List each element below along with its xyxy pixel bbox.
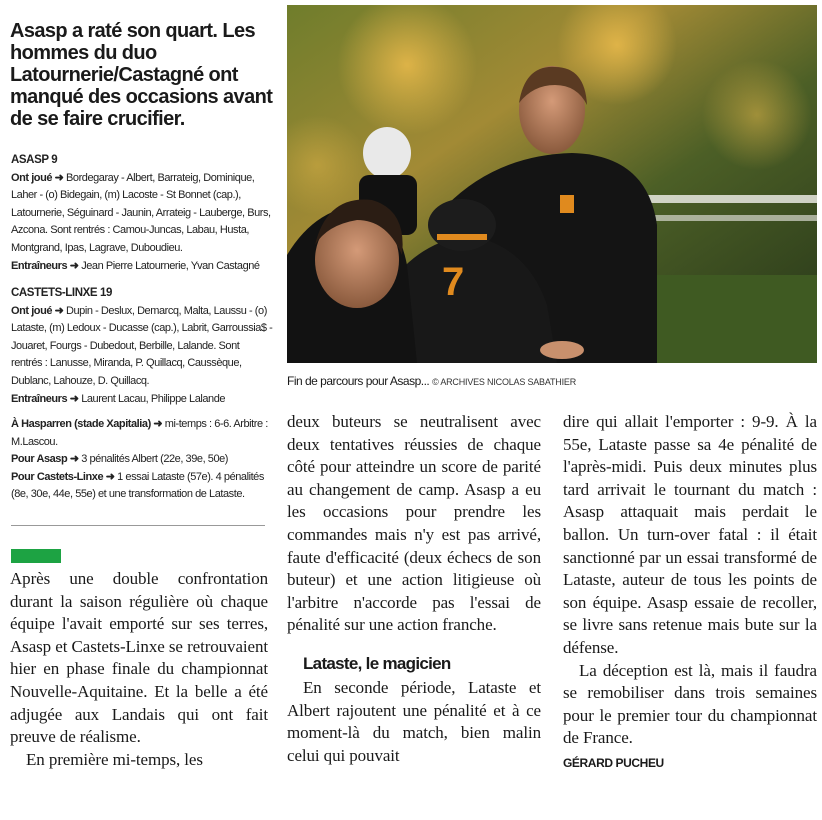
team-a-lineup [11, 152, 273, 275]
arrow-icon: ➜ [69, 453, 79, 466]
match-venue [11, 416, 273, 451]
coaches-label: Entraîneurs [11, 259, 68, 272]
article-paragraph: La déception est là, mais il faudra se remobiliser dans trois semaines pour le premier tour du championnat de France. [563, 660, 817, 748]
article-column-1 [10, 568, 268, 771]
played-label: Ont joué [11, 171, 53, 184]
team-b-players-text: Dupin - Deslux, Demarcq, Malta, Laussu - (o) Lataste, (m) Ledoux - Ducasse (cap.), Labrit, Garroussia$ - Jouaret, Fourgs - Dubedout, Berbille, Lalande. Sont rentrés : Lanusse, Miranda, P. Quillacq, Caussèque, Dublanc, Lahouze, D. Quillacq. [11, 304, 273, 387]
photo-caption [287, 374, 817, 388]
section-marker [11, 549, 61, 563]
article-paragraph-continued: dire qui allait l'emporter : 9-9. À la 55e, Lataste passe sa 4e pénalité de l'après-midi. Puis deux minutes plus tard arrivait le tournant du match : Asasp attaquait mais perdait le ballon. Un turn-over fatal : il était sanctionné par un essai transformé de Lataste, auteur de tous les points de son équipe. Asasp essaie de recoller, se livre sans retenue mais bute sur la défense. [563, 412, 817, 657]
rugby-players-image [287, 5, 817, 363]
team-b-players [11, 303, 273, 391]
castets-label: Pour Castets-Linxe [11, 470, 104, 483]
team-a-coaches-text: Jean Pierre Latournerie, Yvan Castagné [81, 259, 260, 272]
asasp-label: Pour Asasp [11, 453, 68, 466]
caption-text: Fin de parcours pour Asasp... [287, 374, 430, 388]
arrow-icon: ➜ [153, 418, 163, 430]
match-summary [11, 416, 273, 504]
article-paragraph: Après une double confrontation durant la saison régulière où chaque équipe l'avait emporté sur ses terres, Asasp et Castets-Linxe se retrouvaient hier en phase finale du championnat Nouvelle-Aquitaine. Et la belle a été adjugée aux Landais qui ont fait preuve de réalisme. [10, 569, 268, 747]
team-a-players-text: Bordegaray - Albert, Barrateig, Dominique, Laher - (o) Bidegain, (m) Lacoste - St Bonnet (cap.), Latournerie, Séguinard - Jaunin, Arrateig - Lauberge, Burs, Azcona. Sont rentrés : Camou-Juncas, Labau, Husta, Montgrand, Ipas, Lagrave, Duboudieu. [11, 171, 271, 254]
arrow-icon: ➜ [54, 171, 64, 184]
article-paragraph-start: En première mi-temps, les [26, 749, 203, 769]
team-b-header: CASTETS-LINXE 19 [11, 287, 112, 299]
team-a-players [11, 170, 273, 258]
asasp-scoring [11, 451, 273, 469]
team-b-coaches [11, 391, 273, 409]
arrow-icon: ➜ [54, 304, 64, 317]
team-b-lineup [11, 285, 273, 408]
arrow-icon: ➜ [105, 470, 115, 483]
castets-detail: 1 essai Lataste (57e). 4 pénalités (8e, 30e, 44e, 55e) et une transformation de Lataste. [11, 470, 264, 501]
section-divider [11, 525, 265, 526]
venue-label: À Hasparren (stade Xapitalia) [11, 418, 151, 430]
article-paragraph: En seconde période, Lataste et Albert rajoutent une pénalité et à ce moment-là du match, bien malin celui qui pouvait [287, 677, 541, 765]
team-b-coaches-text: Laurent Lacau, Philippe Lalande [81, 392, 226, 405]
castets-scoring [11, 469, 273, 504]
played-label: Ont joué [11, 304, 53, 317]
article-column-2 [287, 411, 541, 767]
article-signature: GÉRARD PUCHEU [563, 755, 664, 770]
team-a-coaches [11, 258, 273, 276]
article-headline: Asasp a raté son quart. Les hommes du duo Latournerie/Castagné ont manqué des occasions avant de se faire crucifier. [10, 20, 273, 130]
photo-credit: © ARCHIVES NICOLAS SABATHIER [432, 377, 576, 387]
asasp-detail: 3 pénalités Albert (22e, 39e, 50e) [81, 453, 228, 466]
article-paragraph-continued: deux buteurs se neutralisent avec deux tentatives réussies de chaque côté pour atteindre un score de parité au changement de camp. Asasp a eu les occasions pour prendre les commandes mais n'y est pas arrivé, faute d'efficacité (deux échecs de son buteur) et une action litigieuse où l'arbitre n'accorde pas l'essai de pénalité sur une action franche. [287, 412, 541, 635]
article-photo [287, 5, 817, 363]
venue-detail: mi-temps : 6-6. Arbitre : M.Lascou. [11, 418, 268, 448]
arrow-icon: ➜ [69, 392, 79, 405]
article-subhead: Lataste, le magicien [303, 653, 451, 673]
article-column-3 [563, 411, 817, 775]
jersey-number: 7 [442, 260, 465, 304]
coaches-label: Entraîneurs [11, 392, 68, 405]
arrow-icon: ➜ [69, 259, 79, 272]
team-a-header: ASASP 9 [11, 154, 58, 166]
